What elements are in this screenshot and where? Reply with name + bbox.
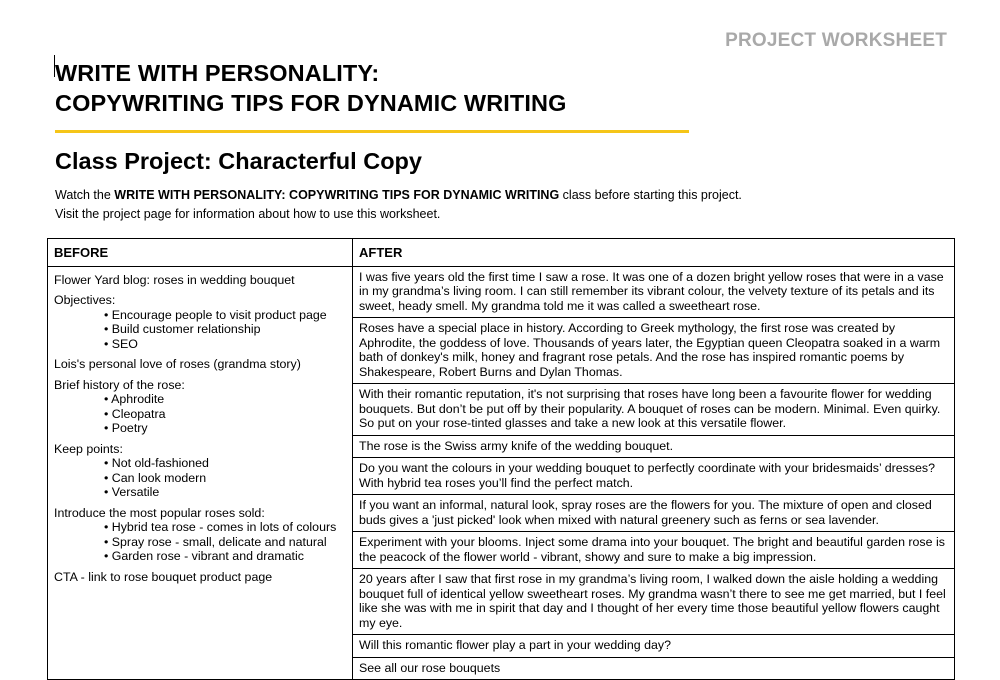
after-paragraph: Roses have a special place in history. According to Greek mythology, the first rose was created by Aphrodite, the goddess of love. Thousands of years later, the Egyptian queen Cleopatra soaked in a warm bath of donkey's milk, honey and fragrant rose petals. And the rose has inspired romantic poems by Shakespeare, Robert Burns and Dylan Thomas. <box>353 318 954 384</box>
before-personal: Lois's personal love of roses (grandma story) <box>54 357 301 371</box>
roses-list <box>54 520 346 564</box>
list-item: • Garden rose - vibrant and dramatic <box>104 549 346 564</box>
before-objectives <box>48 293 352 351</box>
before-blog: Flower Yard blog: roses in wedding bouquet <box>54 272 295 287</box>
intro-class-name: WRITE WITH PERSONALITY: COPYWRITING TIPS FOR DYNAMIC WRITING <box>114 188 560 202</box>
list-item: • Spray rose - small, delicate and natural <box>104 535 346 550</box>
table-body-row <box>48 266 955 680</box>
intro-line1-prefix: Watch the <box>55 188 115 202</box>
list-item: • Can look modern <box>104 471 346 486</box>
keep-title: Keep points: <box>54 441 123 456</box>
table-header-row <box>48 239 955 267</box>
intro-line1 <box>55 186 742 205</box>
after-paragraph: 20 years after I saw that first rose in my grandma’s living room, I walked down the aisle holding a wedding bouquet full of identical yellow sweetheart roses. My grandma wasn’t there to see me get married, but I feel like she was with me in spirit that day and I thought of her every time those beautiful yellow flowers caught my eye. <box>353 569 954 635</box>
after-cell <box>353 266 955 680</box>
list-item: • Poetry <box>104 421 346 436</box>
after-paragraph: Experiment with your blooms. Inject some drama into your bouquet. The bright and beautiful garden rose is the peacock of the flower world - vibrant, showy and sure to make a big impression. <box>353 532 954 569</box>
before-history <box>48 378 352 436</box>
objectives-title: Objectives: <box>54 293 116 307</box>
main-title-line2: COPYWRITING TIPS FOR DYNAMIC WRITING <box>55 90 567 116</box>
list-item: • Encourage people to visit product page <box>104 308 346 323</box>
before-header: BEFORE <box>48 239 353 267</box>
after-header: AFTER <box>353 239 955 267</box>
after-paragraph: If you want an informal, natural look, spray roses are the flowers for you. The mixture of open and closed buds gives a 'just picked' look when mixed with natural greenery such as ferns or sea lavender. <box>353 495 954 532</box>
after-paragraph: I was five years old the first time I saw a rose. It was one of a dozen bright yellow roses that were in a vase in my grandma’s living room. I can still remember its vibrant colour, the velvety texture of its petals and its sweet, heady smell. My grandma told me it was called a sweetheart rose. <box>353 267 954 319</box>
intro-line1-suffix: class before starting this project. <box>559 188 742 202</box>
project-subtitle: Class Project: Characterful Copy <box>55 148 422 174</box>
list-item: • SEO <box>104 337 346 352</box>
list-item: • Not old-fashioned <box>104 456 346 471</box>
list-item: • Hybrid tea rose - comes in lots of colours <box>104 520 346 535</box>
after-paragraph: See all our rose bouquets <box>359 660 501 675</box>
before-keep-points <box>48 442 352 500</box>
main-title-line1: WRITE WITH PERSONALITY: <box>55 60 380 86</box>
roses-title: Introduce the most popular roses sold: <box>54 505 265 520</box>
history-list <box>54 392 346 436</box>
after-paragraph: The rose is the Swiss army knife of the wedding bouquet. <box>353 436 954 459</box>
intro-text <box>55 186 742 224</box>
main-title <box>55 58 566 118</box>
before-roses <box>48 506 352 564</box>
objectives-list <box>54 308 346 352</box>
after-paragraph: Do you want the colours in your wedding bouquet to perfectly coordinate with your bridesmaids’ dresses? With hybrid tea roses you’ll find the perfect match. <box>353 458 954 495</box>
before-cta: CTA - link to rose bouquet product page <box>54 569 273 584</box>
keep-list <box>54 456 346 500</box>
list-item: • Build customer relationship <box>104 322 346 337</box>
before-cell <box>48 266 353 680</box>
after-paragraph: With their romantic reputation, it's not surprising that roses have long been a favourite flower for wedding bouquets. But don’t be put off by their popularity. A bouquet of roses can be modern. Minimal. Even quirky. So put on your rose-tinted glasses and take a new look at this versatile flower. <box>353 384 954 436</box>
accent-bar <box>55 130 689 133</box>
after-paragraph: Will this romantic flower play a part in your wedding day? <box>353 635 954 658</box>
list-item: • Versatile <box>104 485 346 500</box>
list-item: • Aphrodite <box>104 392 346 407</box>
project-table <box>47 238 955 680</box>
intro-line2: Visit the project page for information about how to use this worksheet. <box>55 207 441 221</box>
worksheet-label: PROJECT WORKSHEET <box>725 30 947 51</box>
list-item: • Cleopatra <box>104 407 346 422</box>
history-title: Brief history of the rose: <box>54 377 185 392</box>
